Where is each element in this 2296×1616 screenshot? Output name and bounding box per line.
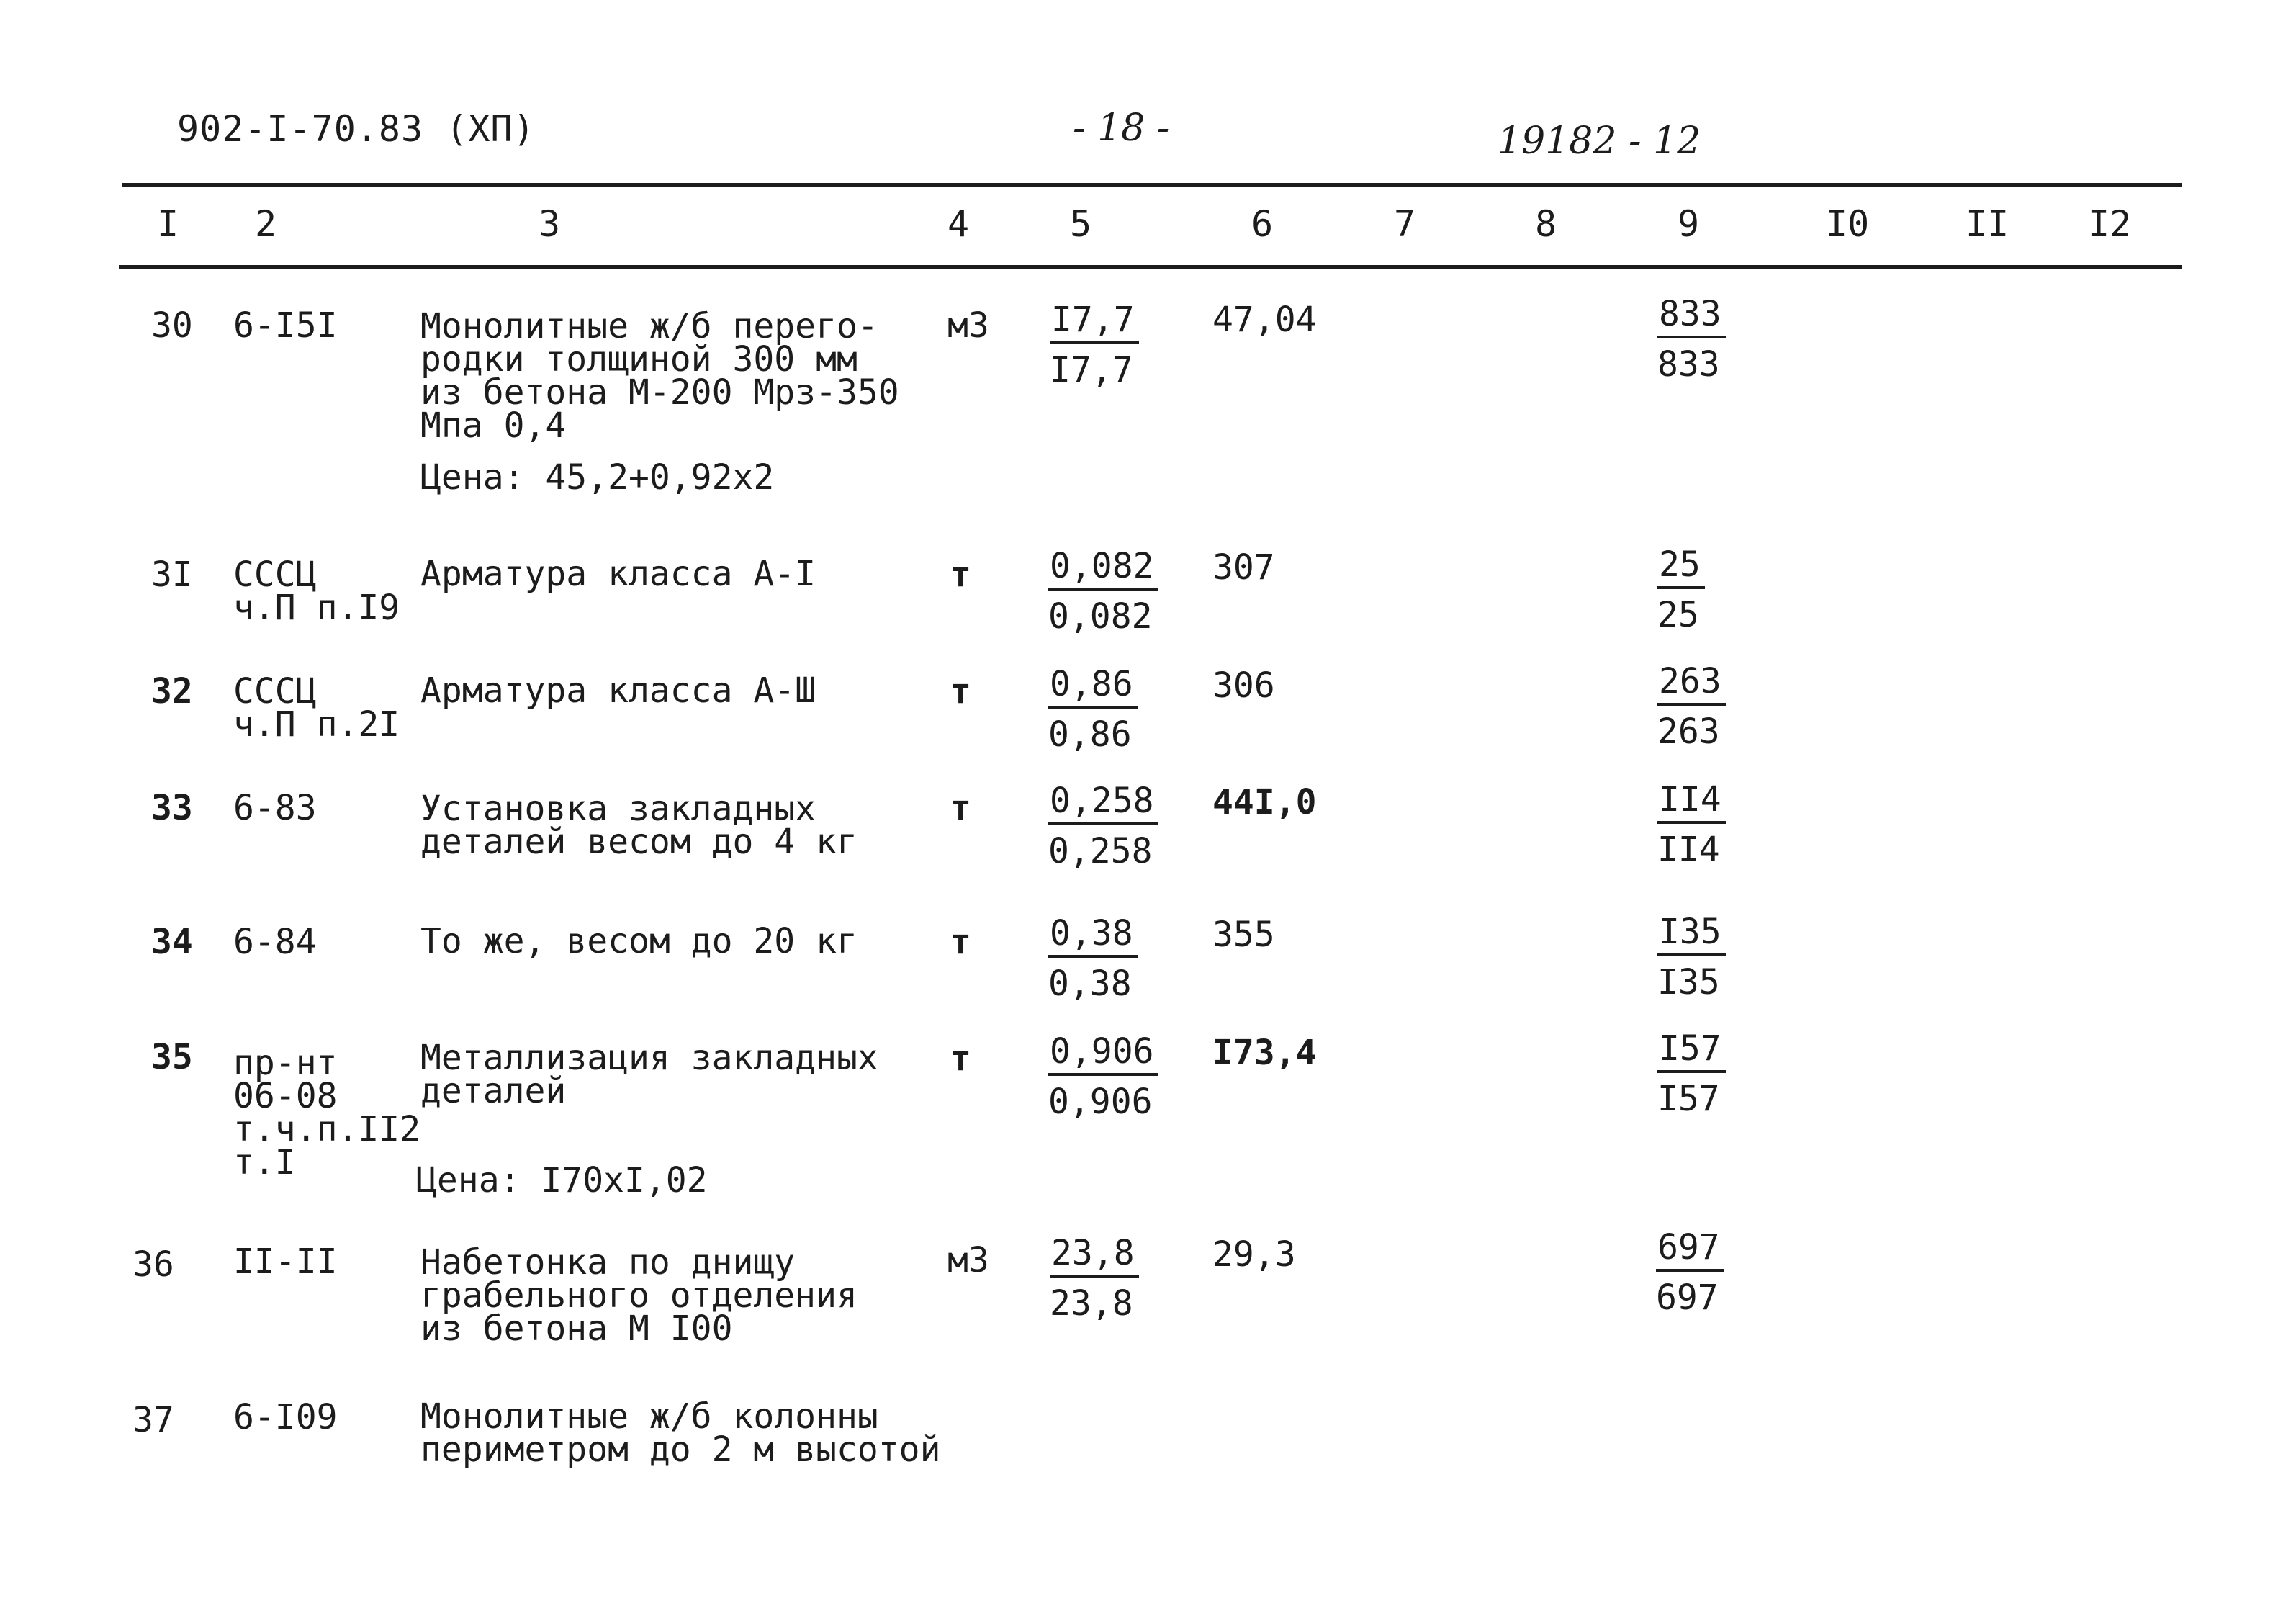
row-code-line: пр-нт (233, 1043, 338, 1083)
column-header-5: 5 (1070, 203, 1092, 245)
row-number: 3I (151, 555, 193, 595)
row-desc-line: родки толщиной 300 мм (420, 339, 857, 380)
row-code-line: 06-08 (233, 1076, 338, 1116)
row-price-note: Цена: 45,2+0,92х2 (420, 457, 775, 498)
total-top: 263 (1657, 664, 1726, 706)
total-top: I57 (1657, 1031, 1726, 1073)
column-header-7: 7 (1394, 203, 1416, 245)
row-number: 32 (151, 671, 193, 712)
quantity-bottom: 0,38 (1048, 964, 1132, 1004)
row-desc-line: из бетона М I00 (420, 1308, 733, 1349)
quantity-bottom: I7,7 (1050, 350, 1133, 390)
row-unit: т (950, 555, 971, 595)
quantity-bottom: 23,8 (1050, 1283, 1133, 1324)
document-code: 902-I-70.83 (XП) (177, 108, 536, 150)
total-bottom: 697 (1656, 1278, 1719, 1318)
row-desc-line: То же, весом до 20 кг (420, 921, 857, 961)
total-top: II4 (1657, 782, 1726, 824)
table-header-bottom-rule (119, 265, 2182, 269)
total-bottom: 25 (1657, 595, 1699, 635)
row-code-line: СССЦ (233, 555, 317, 595)
row-desc-line: Металлизация закладных (420, 1038, 878, 1078)
row-desc-line: Набетонка по днищу (420, 1242, 796, 1283)
row-unit: м3 (947, 305, 989, 346)
row-unit: т (950, 1038, 971, 1079)
row-code-line: 6-84 (233, 922, 317, 962)
row-quantity (1048, 546, 1158, 637)
quantity-top: 23,8 (1050, 1236, 1139, 1278)
column-header-3: 3 (539, 203, 561, 245)
row-rate: 29,3 (1212, 1234, 1296, 1275)
row-unit: т (950, 922, 971, 962)
total-top: I35 (1657, 915, 1726, 956)
quantity-top: 0,906 (1048, 1034, 1158, 1076)
row-number: 33 (151, 788, 193, 828)
column-header-11: II (1966, 203, 2009, 245)
row-desc-line: деталей (420, 1071, 567, 1111)
row-desc-line: Монолитные ж/б перего- (420, 306, 878, 346)
row-total (1657, 294, 1726, 385)
table-top-rule (122, 183, 2182, 187)
column-header-10: I0 (1826, 203, 1870, 245)
column-header-1: I (157, 203, 179, 245)
row-number: 37 (132, 1400, 174, 1440)
row-code-line: 6-I09 (233, 1397, 338, 1437)
row-total (1657, 912, 1726, 1002)
row-unit: т (950, 671, 971, 712)
quantity-bottom: 0,258 (1048, 831, 1153, 871)
row-desc-line: деталей весом до 4 кг (420, 822, 857, 862)
quantity-bottom: 0,906 (1048, 1082, 1153, 1122)
page-number: - 18 - (1073, 107, 1170, 150)
row-quantity (1048, 664, 1138, 755)
row-desc-line: из бетона М-200 Мрз-350 (420, 372, 899, 413)
row-price-note: Цена: I70хI,02 (416, 1160, 708, 1200)
row-total (1656, 1227, 1724, 1318)
row-desc-line: Монолитные ж/б колонны (420, 1396, 878, 1437)
row-desc-line: Мпа 0,4 (420, 405, 567, 446)
row-code-line: т.I (233, 1142, 296, 1182)
total-top: 833 (1657, 297, 1726, 338)
row-desc-line: периметром до 2 м высотой (420, 1429, 941, 1470)
row-code-line: т.ч.п.II2 (233, 1109, 421, 1149)
total-bottom: I57 (1657, 1079, 1720, 1119)
row-unit: т (950, 788, 971, 828)
quantity-top: 0,86 (1048, 667, 1138, 709)
total-top: 697 (1656, 1230, 1724, 1272)
column-header-9: 9 (1678, 203, 1700, 245)
row-quantity (1048, 913, 1138, 1004)
row-rate: 47,04 (1212, 300, 1317, 340)
total-bottom: I35 (1657, 962, 1720, 1002)
sheet-code: 19182 - 12 (1498, 120, 1701, 163)
row-number: 30 (151, 305, 193, 346)
row-total (1657, 661, 1726, 752)
column-header-12: I2 (2088, 203, 2132, 245)
row-rate: 44I,0 (1212, 782, 1317, 822)
row-rate: I73,4 (1212, 1033, 1317, 1073)
row-total (1657, 544, 1705, 635)
column-header-6: 6 (1251, 203, 1274, 245)
row-desc-line: грабельного отделения (420, 1275, 857, 1316)
quantity-top: 0,082 (1048, 549, 1158, 591)
row-code-line: ч.П п.I9 (233, 588, 400, 628)
row-quantity (1050, 1233, 1139, 1324)
row-number: 36 (132, 1244, 174, 1285)
total-bottom: II4 (1657, 830, 1720, 870)
quantity-top: 0,38 (1048, 916, 1138, 958)
column-header-4: 4 (947, 203, 970, 245)
row-number: 34 (151, 922, 193, 962)
row-rate: 306 (1212, 665, 1275, 706)
quantity-bottom: 0,86 (1048, 714, 1132, 755)
row-code-line: 6-I5I (233, 305, 338, 346)
row-code-line: 6-83 (233, 788, 317, 828)
row-total (1657, 779, 1726, 870)
row-rate: 307 (1212, 547, 1275, 588)
row-code-line: II-II (233, 1242, 338, 1282)
row-quantity (1050, 300, 1139, 390)
row-total (1657, 1028, 1726, 1119)
row-quantity (1048, 781, 1158, 871)
column-header-2: 2 (255, 203, 277, 245)
row-quantity (1048, 1031, 1158, 1122)
total-bottom: 263 (1657, 712, 1720, 752)
row-desc-line: Арматура класса А-I (420, 554, 816, 594)
column-header-8: 8 (1535, 203, 1557, 245)
row-code-line: СССЦ (233, 671, 317, 712)
row-desc-line: Установка закладных (420, 789, 816, 829)
row-desc-line: Арматура класса А-Ш (420, 670, 816, 711)
row-code-line: ч.П п.2I (233, 704, 400, 745)
row-unit: м3 (947, 1240, 989, 1280)
quantity-top: I7,7 (1050, 302, 1139, 344)
row-rate: 355 (1212, 915, 1275, 955)
row-number: 35 (151, 1037, 193, 1077)
quantity-top: 0,258 (1048, 784, 1158, 825)
total-top: 25 (1657, 547, 1705, 589)
total-bottom: 833 (1657, 344, 1720, 385)
quantity-bottom: 0,082 (1048, 596, 1153, 637)
